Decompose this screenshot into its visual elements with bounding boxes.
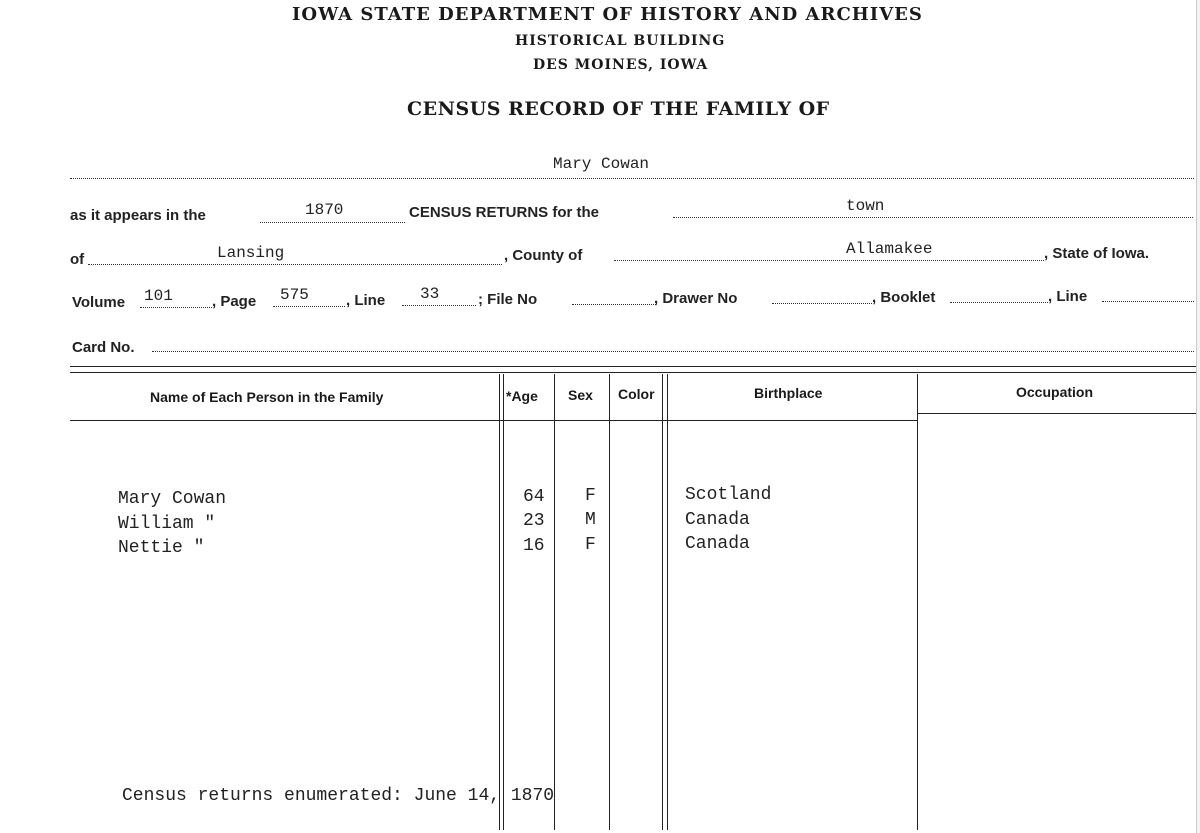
col-header-sex: Sex [568,387,593,403]
page-label: , Page [212,293,257,310]
file-no-label: ; File No [478,291,538,308]
table-row-age: 64 [523,487,545,507]
table-row-sex: M [585,510,596,530]
page-line [273,306,345,307]
table-row-name: Nettie " [118,538,205,558]
col-header-age: *Age [506,388,538,404]
page-edge [1196,0,1200,833]
card-no-line [152,351,1194,352]
booklet-label: , Booklet [872,289,936,306]
col-divider-age [499,374,500,830]
table-row-name: Mary Cowan [118,489,227,509]
table-row-name: William " [118,514,216,534]
col-divider-sex [554,374,555,830]
family-name-line [70,178,1194,179]
table-row-age: 23 [523,511,545,531]
table-top-rule-2 [70,372,1196,373]
division-value: town [846,197,885,215]
col-divider-birthplace [662,374,663,830]
file-no-line [572,304,656,305]
of-label: of [70,251,85,268]
census-year-line [260,222,405,223]
card-no-label: Card No. [72,339,135,356]
table-row-birthplace: Scotland [685,485,772,505]
line2-line [1102,301,1194,302]
town-value: Lansing [217,244,285,262]
booklet-line [950,302,1048,303]
col-divider-occupation [917,374,918,830]
col-divider-color [609,374,610,830]
table-row-birthplace: Canada [685,534,750,554]
family-name-value: Mary Cowan [553,155,650,173]
drawer-no-line [772,303,872,304]
volume-label: Volume [72,294,126,311]
form-title: CENSUS RECORD OF THE FAMILY OF [407,98,830,120]
line-label: , Line [346,292,386,309]
enumeration-date: Census returns enumerated: June 14, 1870 [122,786,555,806]
col-header-name: Name of Each Person in the Family [150,389,384,405]
as-it-appears-label: as it appears in the [70,207,206,224]
census-year-value: 1870 [305,201,344,219]
table-row-birthplace: Canada [685,510,750,530]
table-row-sex: F [585,535,596,555]
line2-label: , Line [1048,288,1088,305]
volume-line [140,307,212,308]
census-returns-label: CENSUS RETURNS for the [409,204,600,221]
drawer-no-label: , Drawer No [654,290,738,307]
col-divider-age-2 [503,374,504,830]
page-value: 575 [280,286,309,304]
col-divider-birthplace-2 [667,374,668,830]
table-top-rule [70,366,1196,367]
state-label: , State of Iowa. [1044,245,1150,262]
table-header-rule [70,420,918,421]
col-header-occupation: Occupation [1016,384,1094,400]
line-number-line [402,305,476,306]
city-heading: DES MOINES, IOWA [533,57,709,73]
county-line [614,260,1044,261]
town-line [88,264,502,265]
col-header-birthplace: Birthplace [754,385,823,401]
col-header-color: Color [618,386,655,402]
county-value: Allamakee [846,240,933,258]
department-heading: IOWA STATE DEPARTMENT OF HISTORY AND ARCHIVES [292,4,923,25]
occupation-header-rule [918,413,1196,414]
county-label: , County of [504,247,583,264]
table-row-age: 16 [523,536,545,556]
building-heading: HISTORICAL BUILDING [515,33,726,49]
division-line [673,217,1193,218]
line-value: 33 [420,285,440,303]
table-row-sex: F [585,486,596,506]
volume-value: 101 [144,287,173,305]
